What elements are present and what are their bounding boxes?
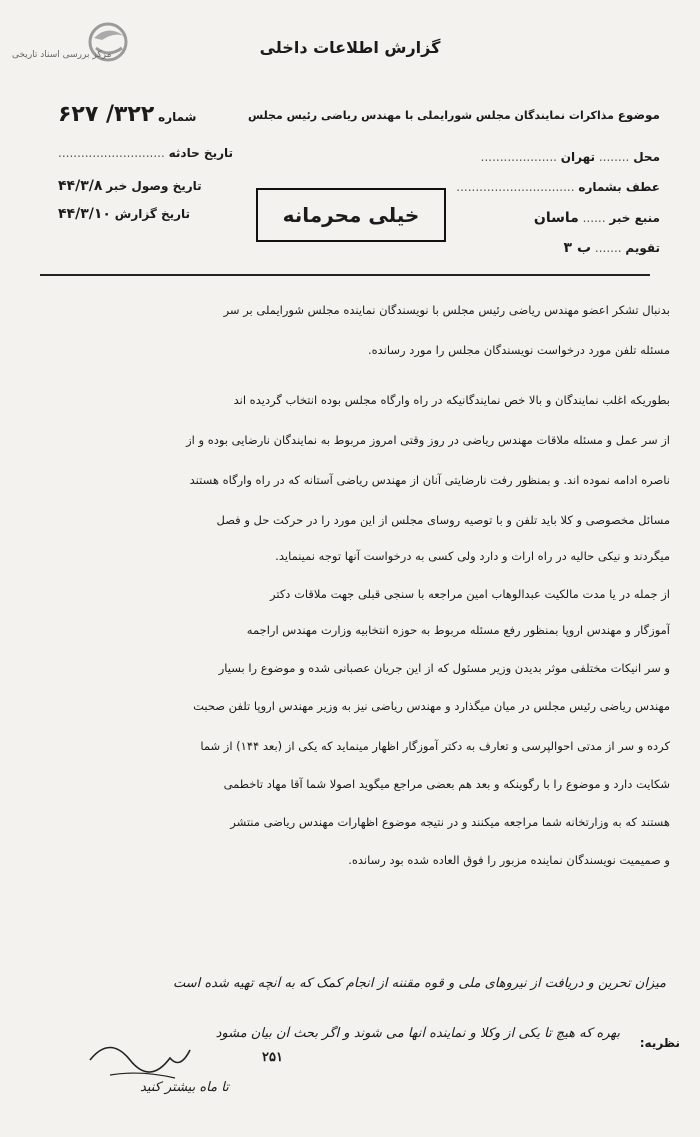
body-line: بطوریکه اغلب نمایندگان و بالا خص نمایندگانیکه در راه وارگاه مجلس بوده انتخاب گردیده اند [233, 393, 670, 407]
number-row [58, 102, 196, 127]
source-row: منبع خبر ...... ماسان [533, 210, 660, 226]
body-line: بدنبال تشکر اعضو مهندس ریاضی رئیس مجلس با نویسندگان نماینده مجلس شورایملی بر سر [223, 303, 670, 317]
subject-row [240, 108, 660, 122]
assessment-value: ب ۳ [563, 240, 592, 256]
subject-value: مذاکرات نمایندگان مجلس شورایملی با مهندس ریاضی رئیس مجلس [248, 109, 614, 122]
body-line: و صمیمیت نویسندگان نماینده مزبور را فوق العاده شده بود رسانده. [348, 853, 670, 867]
signature-icon [80, 1030, 200, 1090]
ref-label: عطف بشماره [578, 180, 660, 194]
classification-stamp: خیلی محرمانه [256, 188, 446, 242]
handwritten-note-line3: تا ماه بیشتر کنید [140, 1080, 229, 1095]
note-label: نظریه: [639, 1036, 680, 1050]
body-line: مهندس ریاضی رئیس مجلس در میان میگذارد و مهندس ریاضی نیز به وزیر مهندس اروپا تلفن صحبت [193, 699, 670, 713]
handwritten-number: ۲۵۱ [262, 1050, 283, 1065]
body-line: ناصره ادامه نموده اند. و بمنظور رفت نارضایتی آنان از مهندس ریاضی آستانه که در راه وارگاه هستند [189, 473, 670, 487]
report-date-label: تاریخ گزارش [114, 207, 191, 221]
body-line: مسئله تلفن مورد درخواست نویسندگان مجلس را مورد رسانده. [367, 343, 670, 357]
body-line: از سر عمل و مسئله ملاقات مهندس ریاضی در روز وقتی امروز مربوط به نمایندگان نارضایی بوده و از [186, 433, 670, 447]
location-value: تهران [560, 150, 596, 164]
number-value: ۳۲۲/ ۶۲۷ [58, 102, 155, 127]
source-value: ماسان [533, 210, 579, 226]
page-title: گزارش اطلاعات داخلی [259, 38, 441, 57]
received-date-row [58, 178, 202, 194]
received-date-label: تاریخ وصول خبر [106, 179, 202, 193]
header-divider [40, 274, 650, 276]
body-line: آموزگار و مهندس اروپا بمنظور رفع مسئله مربوط به حوزه انتخابیه وزارت مهندس اراجمه [246, 623, 670, 637]
body-line: و سر انیکات مختلفی موثر بدیدن وزیر مسئول که از این جریان عصبانی شده و موضوع را بسیار [218, 661, 670, 675]
number-label: شماره [158, 110, 197, 124]
location-label: محل [633, 150, 660, 164]
assessment-row: تقویم ....... ب ۳ [563, 240, 660, 256]
report-date-row [58, 206, 190, 222]
subject-label: موضوع [617, 108, 660, 122]
ref-row: عطف بشماره ............................... [456, 180, 660, 194]
handwritten-note-line1: میزان تحرین و دریافت از نیروهای ملی و قوه مقننه از انجام کمک که به آنچه تهیه شده است [172, 976, 666, 991]
body-line: کرده و سر از مدتی احوالپرسی و تعارف به دکتر آموزگار اظهار مینماید که یکی از (بعد ۱۴۴) از شما [200, 739, 670, 753]
handwritten-note-line2: بهره که هیچ تا یکی از وکلا و نماینده آنها می شوند و اگر بحث آن بیان مشود [215, 1026, 620, 1041]
report-date-value: ۴۴/۳/۱۰ [58, 206, 111, 222]
event-date-label: تاریخ حادثه [168, 146, 233, 160]
source-label: منبع خبر [609, 211, 660, 225]
body-line: از جمله در یا مدت مالکیت عبدالوهاب امین مراجعه با سنجی قبلی جهت ملاقات دکتر [270, 587, 670, 601]
body-line: مسائل مخصوصی و کلا باید تلفن و با توصیه روسای مجلس از این مورد را در حرکت حل و فصل [216, 513, 670, 527]
assessment-label: تقویم [625, 241, 660, 255]
body-line: هستند که به وزارتخانه شما مراجعه میکنند و در نتیجه موضوع اظهارات مهندس ریاضی منتشر [230, 815, 670, 829]
received-date-value: ۴۴/۳/۸ [58, 178, 103, 194]
location-row: محل ........ تهران .................... [480, 150, 660, 164]
watermark-text: مرکز بررسی اسناد تاریخی [12, 50, 112, 60]
event-date-row: تاریخ حادثه ............................ [58, 146, 233, 160]
body-line: شکایت دارد و موضوع را با رگوینکه و بعد هم بعضی مراجع میگوید اصولا شما آقا مهاد تاخطمی [223, 777, 670, 791]
body-line: میگردند و نیکی حالیه در راه ارات و دارد ولی کسی به درخواست آنها توجه نمینماید. [275, 549, 670, 563]
